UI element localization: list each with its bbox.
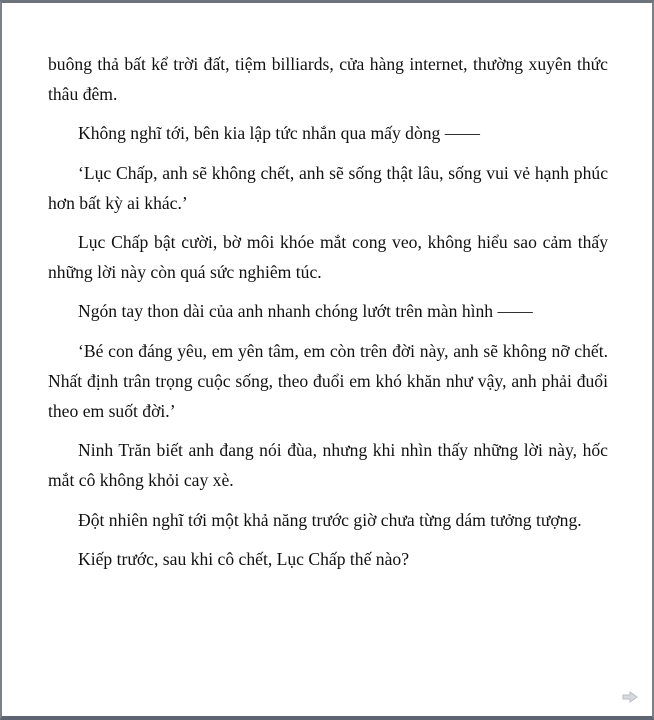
next-page-button[interactable] (622, 690, 638, 702)
paragraph-5: Ngón tay thon dài của anh nhanh chóng lướt trên màn hình —— (78, 301, 533, 322)
paragraph-7: Ninh Trăn biết anh đang nói đùa, nhưng khi nhìn thấy những lời này, hốc mắt cô không khỏi cay xè. (48, 440, 608, 491)
arrow-right-icon (622, 691, 638, 703)
paragraph-9: Kiếp trước, sau khi cô chết, Lục Chấp thế nào? (78, 548, 410, 569)
paragraph-2: Không nghĩ tới, bên kia lập tức nhắn qua mấy dòng —— (78, 123, 480, 144)
paragraph-8: Đột nhiên nghĩ tới một khả năng trước giờ chưa từng dám tưởng tượng. (78, 509, 582, 530)
document-page (48, 49, 608, 583)
paragraph-3: ‘Lục Chấp, anh sẽ không chết, anh sẽ sống thật lâu, sống vui vẻ hạnh phúc hơn bất kỳ ai khác.’ (48, 162, 608, 213)
paragraph-6: ‘Bé con đáng yêu, em yên tâm, em còn trên đời này, anh sẽ không nỡ chết. Nhất định trân trọng cuộc sống, theo đuổi em khó khăn như vậy, anh phải đuổi theo em suốt đời.’ (48, 340, 608, 422)
paragraph-4: Lục Chấp bật cười, bờ môi khóe mắt cong veo, không hiểu sao cảm thấy những lời này còn quá sức nghiêm túc. (48, 232, 608, 283)
paragraph-1: buông thả bất kể trời đất, tiệm billiards, cửa hàng internet, thường xuyên thức thâu đêm. (48, 54, 608, 105)
